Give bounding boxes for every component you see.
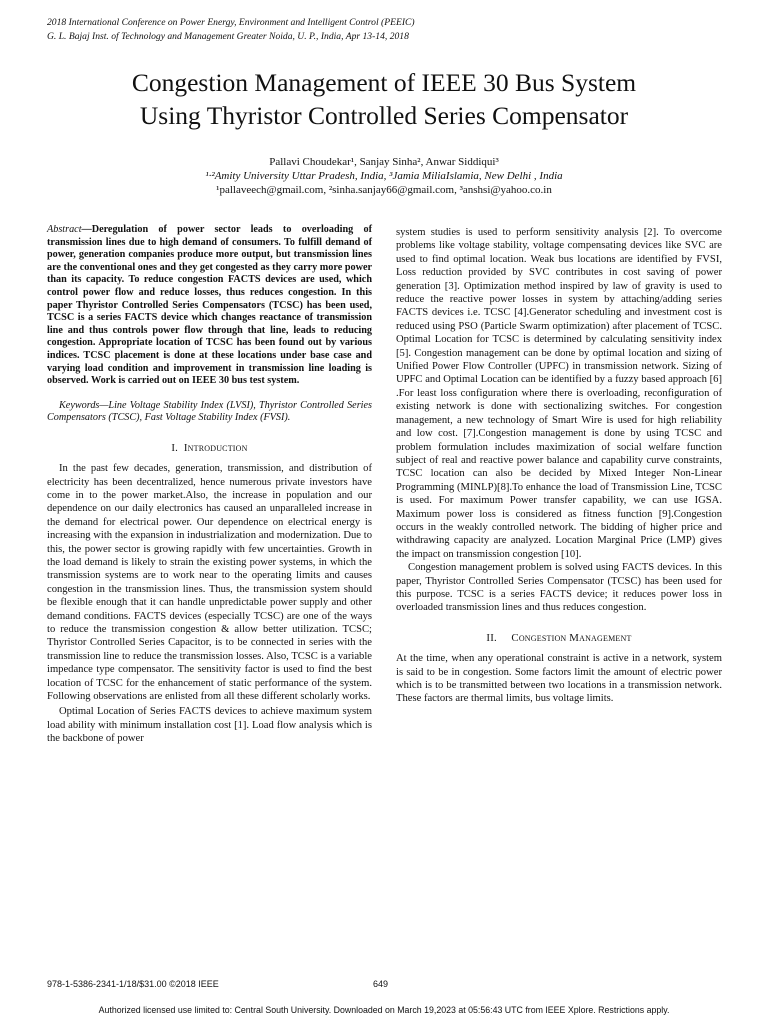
abstract-text: —Deregulation of power sector leads to overloading of transmission lines due to high demand of consumers. To fulfill demand of power, generation companies produce more output, but transmission lines are the conventional ones and they get congested as they carry more power than its capacity. To reduce congestion FACTS devices are used, which control power flow and reduce losses, thus reduces congestion. In this paper Thyristor Controlled Series Compensators (TCSC) has been used, TCSC is a series FACTS device which changes reactance of transmission line and thus controls power flow through that line, leads to reducing congestion. Appropriate location of TCSC has been found out by various indices. TCSC placement is done at these locations under base case and varying load condition and improvement in transmission line loading is observed. Work is carried out on IEEE 30 bus test system. <box>47 224 372 387</box>
intro-paragraph-1: In the past few decades, generation, transmission, and distribution of electricity has been decentralized, hence numerous private investors have come in to the power market.Also, the increase in population and our dependence on our daily electronics has caused an unparalleled increase in the demand for electrical power. Our dependence on electrical energy is increasing with the expansion in industrialization and modernization. Due to this, the power sector is growing rapidly with few uncertainties. Growth in the load demand is likely to strain the existing power systems, in which the transmission systems are to work near to the operating limits and causes congestion in the transmission lines. Thus, the transmission system should be flexible enough that it can handle unpredictable power supply and other demand conditions. FACTS devices (especially TCSC) are one of the ways to reduce the transmission congestion & allow better utilization. TCSC; Thyristor Controlled Series Capacitor, is to be connected in series with the transmission line to reduce the transmission losses. Also, TCSC is a variable impedance type compensator. The sensitivity factor is used to find the best location of TCSC for the enhancement of static performance of the system. Following observations are enlisted from all these different scholarly works. <box>47 463 372 703</box>
section-1-number: I. <box>171 441 179 454</box>
author-affiliation: ¹·²Amity University Uttar Pradesh, India, ³Jamia MiliaIslamia, New Delhi , India <box>205 170 563 182</box>
title-line-2: Using Thyristor Controlled Series Compensator <box>139 101 629 130</box>
abstract-label: Abstract <box>47 224 82 235</box>
conference-line-2: G. L. Bajaj Inst. of Technology and Management Greater Noida, U. P., India, Apr 13-14, 2018 <box>47 31 409 42</box>
paper-title <box>0 66 768 132</box>
section-2-title: Congestion Management <box>511 631 632 644</box>
section-2-paragraph: At the time, when any operational constraint is active in a network, system is said to be in congestion. Some factors limit the amount of electric power which is to be transmitted between two locations in a transmission network. These factors are thermal limits, bus voltage limits. <box>396 653 722 705</box>
section-1-heading <box>47 442 372 455</box>
keywords: Keywords—Line Voltage Stability Index (LVSI), Thyristor Controlled Series Compensators (TCSC), Fast Voltage Stability Index (FVSI). <box>47 399 372 424</box>
left-column <box>47 224 372 746</box>
section-2-heading <box>396 632 722 645</box>
footer-isbn: 978-1-5386-2341-1/18/$31.00 ©2018 IEEE <box>47 979 219 989</box>
conference-line-1: 2018 International Conference on Power Energy, Environment and Intelligent Control (PEEIC) <box>47 17 415 28</box>
conference-header <box>47 16 415 44</box>
license-notice: Authorized licensed use limited to: Central South University. Downloaded on March 19,2023 at 05:56:43 UTC from IEEE Xplore. Restrictions apply. <box>98 1005 670 1015</box>
abstract <box>47 224 372 388</box>
author-emails: ¹pallaveech@gmail.com, ²sinha.sanjay66@gmail.com, ³anshsi@yahoo.co.in <box>216 184 552 196</box>
intro-paragraph-2: Optimal Location of Series FACTS devices to achieve maximum system load ability with minimum installation cost [1]. Load flow analysis which is the backbone of power <box>47 706 372 745</box>
right-column <box>396 226 722 706</box>
right-paragraph-2: Congestion management problem is solved using FACTS devices. In this paper, Thyristor Controlled Series Compensator (TCSC) has been used for this purpose. TCSC is a series FACTS device; it reduces power loss in overloaded transmission lines and thus reduces congestion. <box>396 562 722 614</box>
section-2-number: II. <box>486 631 497 644</box>
right-paragraph-1: system studies is used to perform sensitivity analysis [2]. To overcome problems like voltage stability, voltage compensating devices like SVC are used to find optimal location. Weak bus locations are identified by FVSI, Loss reduction provided by SVC contributes in cost saving of power generation [3]. Optimization method inspired by law of gravity is used to reduce the reactive power losses in system by attaching/adding series FACTS devices i.e. TCSC [4].Generator scheduling and investment cost is reduced using PSO (Particle Swarm optimization) after placement of TCSC. Optimal Location for TCSC is determined by calculating sensitivity index [5]. Congestion management can be done by optimal location and sizing of Unified Power Flow Controller (UPFC) in transmission network. Sizing of UPFC and Optimal Location can be identified by a fuzzy based approach [6] .For least loss configuration where there is overloading, reconfiguration of existing network is done with sectionalizing switches. For congestion management, a new technology of Smart Wire is used for high reliability and low cost. [7].Congestion management is done by using TCSC and problem formulation includes maximization of social welfare function subject of real and reactive power balance and capability curve constraints, TCSC location can also be decided by Mixed Integer Non-Linear Programming (MINLP)[8].To enhance the load of Transmission Line, TCSC is used. For maximum Power transfer capability, we can use IGSA. Maximum power loss is considered as fitness function [9].Congestion occurs in the weakly controlled network. The bidding of higher price and withdrawing capacity are analyzed. Location Marginal Price (LMP) gives the impact on transmission congestion [10]. <box>396 227 722 560</box>
page-number: 649 <box>373 979 389 989</box>
author-names: Pallavi Choudekar¹, Sanjay Sinha², Anwar Siddiqui³ <box>269 156 499 168</box>
title-line-1: Congestion Management of IEEE 30 Bus System <box>131 68 637 97</box>
section-1-title: Introduction <box>183 441 248 454</box>
author-block <box>0 155 768 197</box>
